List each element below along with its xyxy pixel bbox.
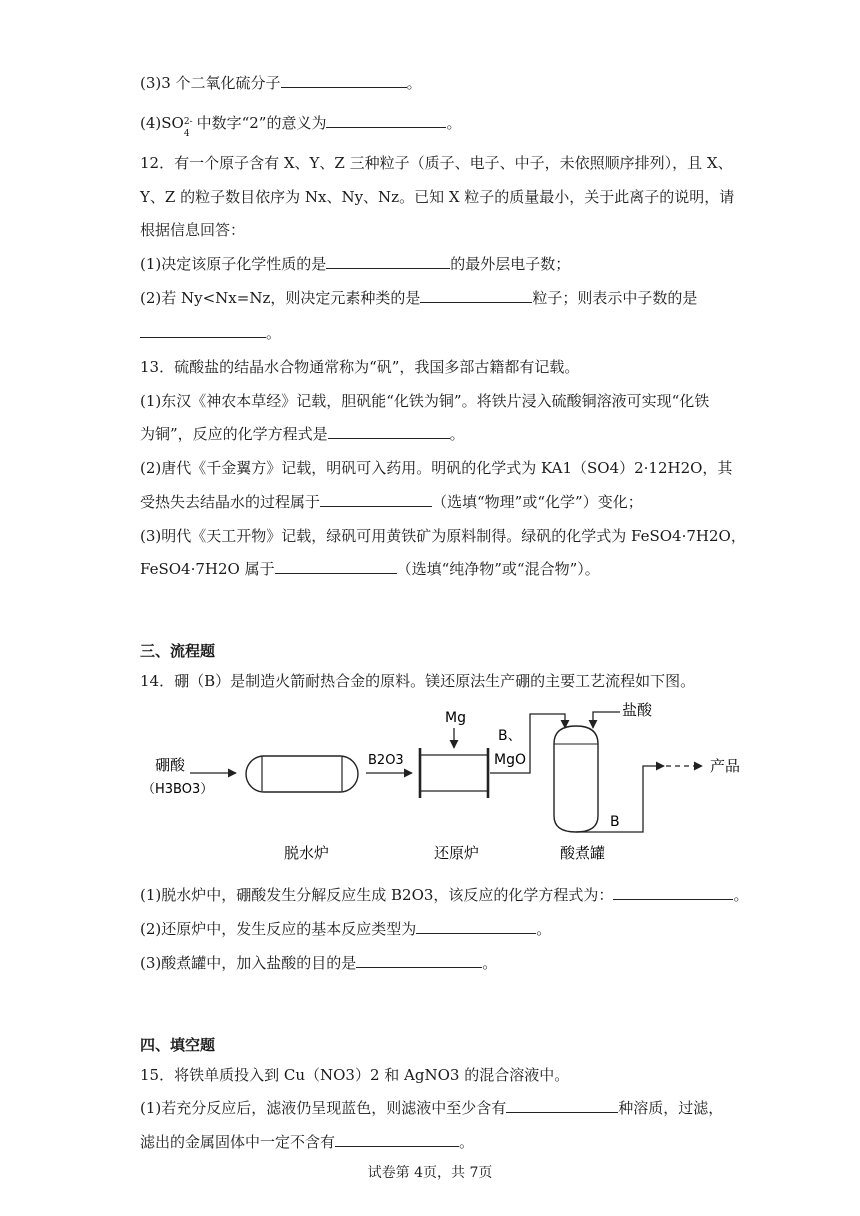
b-mgo-label-1: B、 xyxy=(498,728,522,744)
q13-part2-end: （选填“物理”或“化学”）变化； xyxy=(432,493,643,511)
q13-part2-line2 xyxy=(140,491,643,513)
q12-part1 xyxy=(140,253,570,275)
q15-part1-text2: 滤出的金属固体中一定不含有 xyxy=(140,1133,336,1151)
q13-part3-text: FeSO4·7H2O 属于 xyxy=(140,560,275,578)
input-formula: （H3BO3） xyxy=(142,782,214,797)
answer-blank[interactable] xyxy=(335,1132,459,1147)
sulfate-charge: 2- xyxy=(183,117,193,127)
q14-part2-text: (2)还原炉中，发生反应的基本反应类型为 xyxy=(140,920,417,938)
caption-reducer: 还原炉 xyxy=(434,844,480,862)
q12-part2-end: 。 xyxy=(266,324,282,342)
q13-part3-line1: (3)明代《天工开物》记载，绿矾可用黄铁矿为原料制得。绿矾的化学式为 FeSO4·7H2O， xyxy=(140,527,746,545)
q13-part1-end: 。 xyxy=(449,425,465,443)
answer-blank[interactable] xyxy=(613,885,733,900)
q12-line3: 根据信息回答： xyxy=(140,221,246,239)
q13-part3-line2 xyxy=(140,558,600,580)
q13-part3-end: （选填“纯净物”或“混合物”）。 xyxy=(396,560,600,578)
sulfate-subscript: 4 xyxy=(183,129,190,139)
boron-process-diagram xyxy=(140,700,760,870)
arrow-b-out xyxy=(576,766,664,832)
answer-blank[interactable] xyxy=(420,288,532,303)
q15-part1-end: 。 xyxy=(459,1133,475,1151)
q13-part1-line2 xyxy=(140,423,465,445)
q13-part2-text: 受热失去结晶水的过程属于 xyxy=(140,493,321,511)
q12-part2-mid: 粒子；则表示中子数的是 xyxy=(532,289,698,307)
q15-intro: 15．将铁单质投入到 Cu（NO3）2 和 AgNO3 的混合溶液中。 xyxy=(140,1066,570,1084)
section-title-flowchart: 三、流程题 xyxy=(140,642,216,660)
q12-line2: Y、Z 的粒子数目依序为 Nx、Ny、Nz。已知 X 粒子的质量最小，关于此离子的说明，请 xyxy=(140,188,735,206)
q14-part1 xyxy=(140,884,748,906)
q11-part3-end: 。 xyxy=(406,74,422,92)
arrow-hcl xyxy=(593,712,620,728)
answer-blank[interactable] xyxy=(326,254,450,269)
q11-part4 xyxy=(140,112,462,139)
page-footer: 试卷第 4页，共 7页 xyxy=(367,1165,493,1181)
q12-part2 xyxy=(140,287,697,309)
q14-intro: 14．硼（B）是制造火箭耐热合金的原料。镁还原法生产硼的主要工艺流程如下图。 xyxy=(140,672,696,690)
q12-part2-text: (2)若 Ny<Nx=Nz，则决定元素种类的是 xyxy=(140,289,421,307)
q12-part1-end: 的最外层电子数； xyxy=(450,255,571,273)
b2o3-label: B2O3 xyxy=(368,753,404,768)
q11-part4-num: (4) xyxy=(140,114,162,132)
product-label: 产品 xyxy=(710,757,741,775)
answer-blank[interactable] xyxy=(416,919,536,934)
q11-part3-text: (3)3 个二氧化硫分子 xyxy=(140,74,281,92)
answer-blank[interactable] xyxy=(320,492,432,507)
q14-part3 xyxy=(140,952,497,974)
answer-blank[interactable] xyxy=(281,73,407,88)
q12-line1: 12．有一个原子含有 X、Y、Z 三种粒子（质子、电子、中子，未依照顺序排列），且 X、 xyxy=(140,154,733,172)
sulfate-symbol: SO xyxy=(161,114,184,132)
answer-blank[interactable] xyxy=(140,323,266,338)
b-out-label: B xyxy=(610,814,620,830)
q12-part1-text: (1)决定该原子化学性质的是 xyxy=(140,255,327,273)
q14-part1-text: (1)脱水炉中，硼酸发生分解反应生成 B2O3，该反应的化学方程式为： xyxy=(140,886,614,904)
q13-part2-line1: (2)唐代《千金翼方》记载，明矾可入药用。明矾的化学式为 KA1（SO4）2·12H2O，其 xyxy=(140,459,733,477)
q13-part1-text: 为铜”，反应的化学方程式是 xyxy=(140,425,328,443)
q15-part1 xyxy=(140,1097,723,1119)
q13-part1-line1: (1)东汉《神农本草经》记载，胆矾能“化铁为铜”。将铁片浸入硫酸铜溶液可实现“化铁 xyxy=(140,392,710,410)
caption-tank: 酸煮罐 xyxy=(560,844,606,862)
q15-part1-text: (1)若充分反应后，滤液仍呈现蓝色，则滤液中至少含有 xyxy=(140,1099,507,1117)
mg-label: Mg xyxy=(445,710,466,726)
answer-blank[interactable] xyxy=(326,113,446,128)
section-title-fill: 四、填空题 xyxy=(140,1036,216,1054)
q14-part1-end: 。 xyxy=(733,886,749,904)
caption-dehydrator: 脱水炉 xyxy=(284,844,330,862)
sulfate-scripts xyxy=(183,117,193,139)
q14-part2-end: 。 xyxy=(536,920,552,938)
q15-part1-mid: 种溶质，过滤， xyxy=(618,1099,724,1117)
q14-part2 xyxy=(140,918,551,940)
b-mgo-label-2: MgO xyxy=(494,752,526,768)
q11-part3 xyxy=(140,72,422,94)
answer-blank[interactable] xyxy=(328,424,450,439)
q13-intro: 13．硫酸盐的结晶水合物通常称为“矾”，我国多部古籍都有记载。 xyxy=(140,358,580,376)
q15-part1-line2 xyxy=(140,1131,474,1153)
q11-part4-text: 中数字“2”的意义为 xyxy=(191,114,327,132)
q12-part2-cont xyxy=(140,322,281,344)
answer-blank[interactable] xyxy=(356,953,482,968)
answer-blank[interactable] xyxy=(275,559,397,574)
acid-tank-shape xyxy=(554,726,598,832)
q14-part3-text: (3)酸煮罐中，加入盐酸的目的是 xyxy=(140,954,357,972)
answer-blank[interactable] xyxy=(506,1098,618,1113)
q11-part4-end: 。 xyxy=(446,114,462,132)
input-label: 硼酸 xyxy=(155,756,186,774)
q14-part3-end: 。 xyxy=(482,954,498,972)
dehydrator-shape xyxy=(246,756,358,792)
hcl-label: 盐酸 xyxy=(622,701,653,719)
